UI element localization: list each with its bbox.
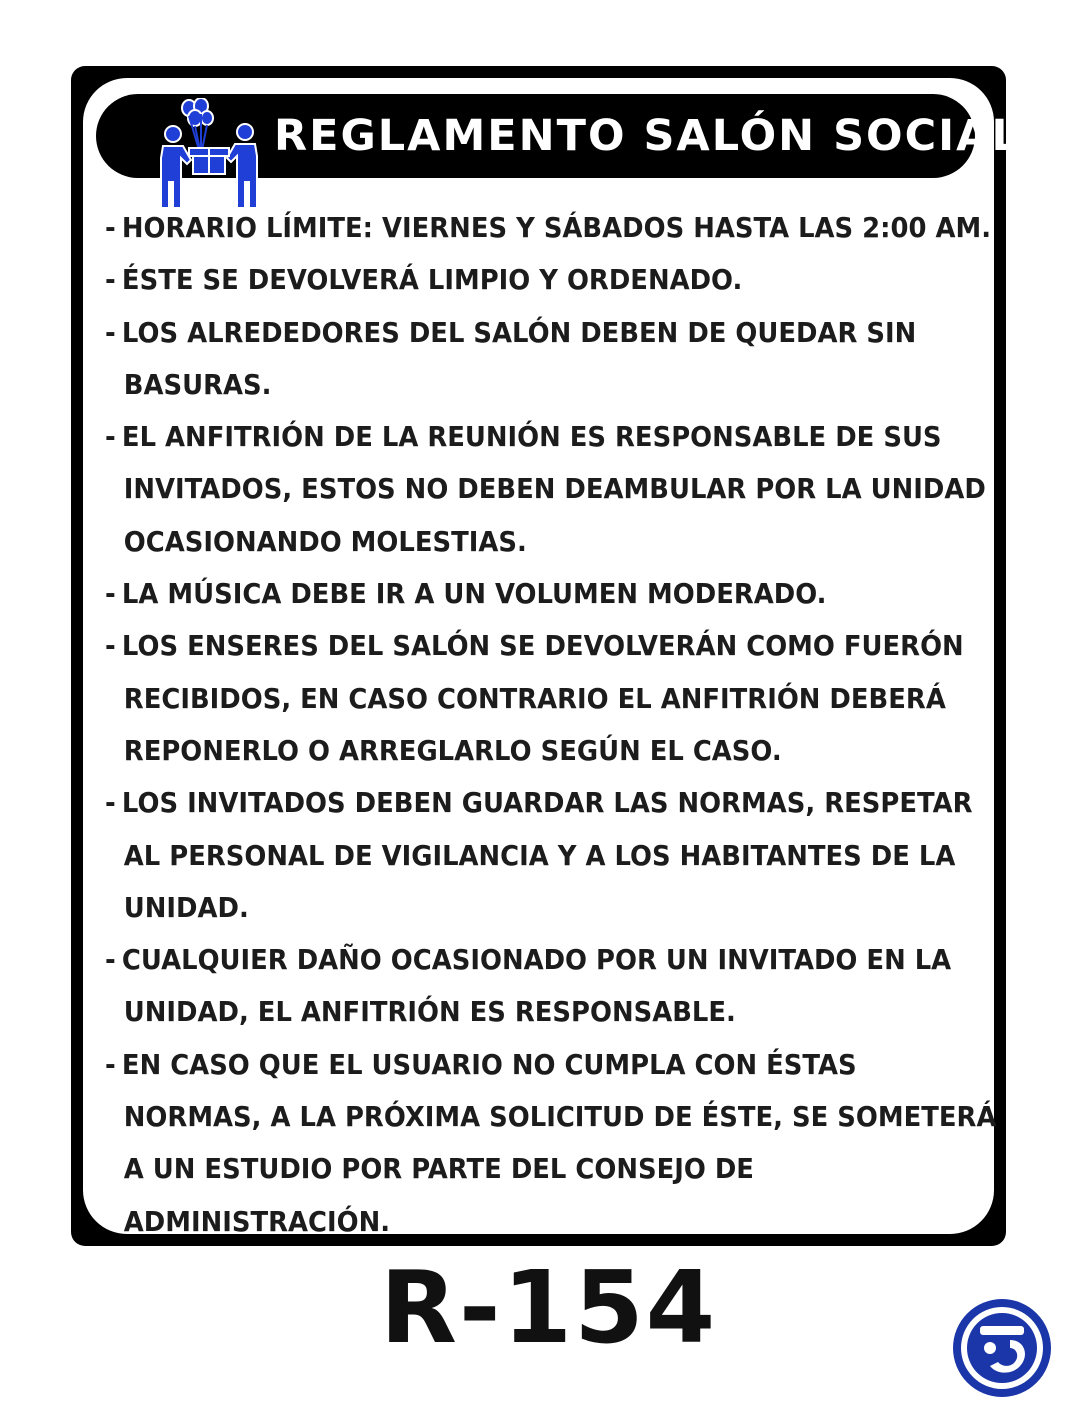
rule-line: LOS ENSERES DEL SALÓN SE DEVOLVERÁN COMO FUERÓN [121, 630, 964, 663]
bullet-dash: - [105, 264, 116, 297]
bullet-dash: - [105, 421, 116, 454]
sign-title: REGLAMENTO SALÓN SOCIAL [274, 111, 1021, 161]
rule-line: LOS ALREDEDORES DEL SALÓN DEBEN DE QUEDAR SIN [121, 316, 917, 349]
bullet-dash: - [105, 316, 116, 349]
rules-list [105, 202, 995, 1248]
rule-line: UNIDAD. [123, 891, 249, 924]
bullet-dash: - [105, 1048, 116, 1081]
bullet-dash: - [105, 787, 116, 820]
rule-line: UNIDAD, EL ANFITRIÓN ES RESPONSABLE. [123, 996, 736, 1029]
list-item [105, 254, 942, 306]
rule-line: RECIBIDOS, EN CASO CONTRARIO EL ANFITRIÓN DEBERÁ [123, 682, 946, 715]
list-item [105, 1039, 997, 1248]
rule-line: LOS INVITADOS DEBEN GUARDAR LAS NORMAS, RESPETAR [121, 787, 973, 820]
list-item [105, 568, 942, 620]
list-item [105, 307, 942, 412]
list-item [105, 202, 992, 254]
bullet-dash: - [105, 944, 116, 977]
rules-sign [71, 66, 1021, 1246]
people-carrying-gift-with-balloons-icon [159, 98, 263, 216]
rule-line: ÉSTE SE DEVOLVERÁ LIMPIO Y ORDENADO. [121, 264, 743, 297]
rule-line: CUALQUIER DAÑO OCASIONADO POR UN INVITADO EN LA [121, 944, 952, 977]
rule-line: HORARIO LÍMITE: VIERNES Y SÁBADOS HASTA LAS 2:00 AM. [121, 212, 992, 244]
rule-line: OCASIONANDO MOLESTIAS. [123, 525, 527, 558]
bullet-dash: - [105, 578, 116, 611]
list-item [105, 777, 973, 934]
rule-line: NORMAS, A LA PRÓXIMA SOLICITUD DE ÉSTE, SE SOMETERÁ [123, 1101, 997, 1134]
sign-panel [83, 78, 1021, 1238]
rule-line: INVITADOS, ESTOS NO DEBEN DEAMBULAR POR LA UNIDAD [123, 473, 986, 506]
list-item [105, 934, 952, 1039]
rule-line: REPONERLO O ARREGLARLO SEGÚN EL CASO. [123, 734, 782, 767]
rule-line: A UN ESTUDIO POR PARTE DEL CONSEJO DE [123, 1153, 754, 1186]
list-item [105, 620, 964, 777]
bullet-dash: - [105, 630, 116, 663]
rule-line: AL PERSONAL DE VIGILANCIA Y A LOS HABITANTES DE LA [123, 839, 956, 872]
rule-line: EL ANFITRIÓN DE LA REUNIÓN ES RESPONSABLE DE SUS [121, 421, 942, 454]
rule-line: LA MÚSICA DEBE IR A UN VOLUMEN MODERADO. [121, 578, 827, 611]
bullet-dash: - [105, 212, 116, 244]
rule-line: EN CASO QUE EL USUARIO NO CUMPLA CON ÉSTAS [121, 1048, 857, 1081]
sign-code: R-154 [380, 1249, 718, 1366]
list-item [105, 411, 986, 568]
rule-line: BASURAS. [123, 368, 272, 401]
circular-blue-brand-logo-icon [950, 1296, 1054, 1400]
rule-line: ADMINISTRACIÓN. [123, 1205, 391, 1238]
